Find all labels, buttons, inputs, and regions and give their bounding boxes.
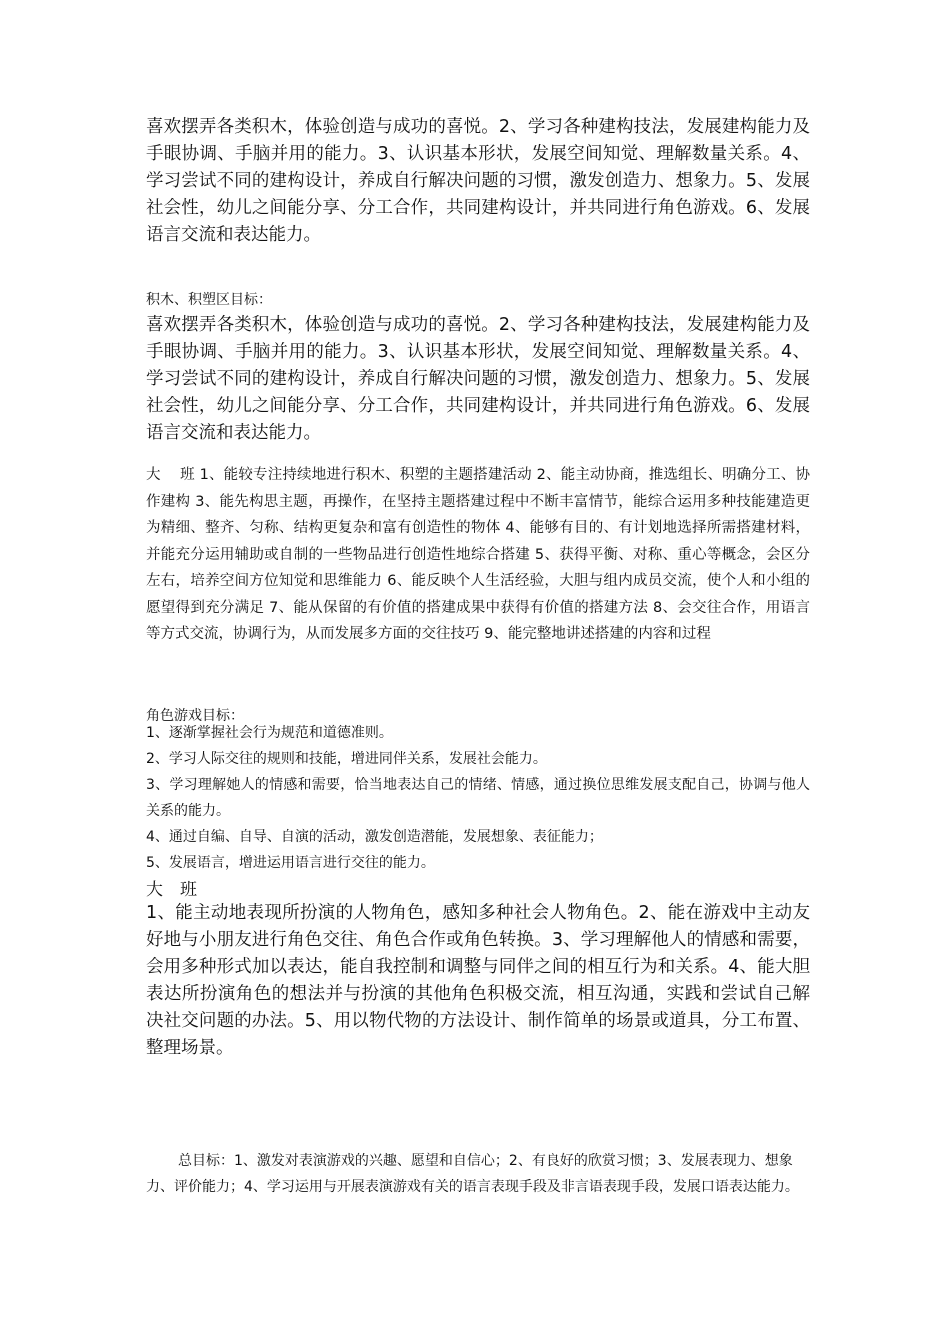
list-item: 1、逐渐掌握社会行为规范和道德准则。: [146, 725, 393, 741]
list-item: 4、通过自编、自导、自演的活动，激发创造潜能，发展想象、表征能力；: [146, 829, 603, 845]
performance-general-goal: 总目标：1、激发对表演游戏的兴趣、愿望和自信心；2、有良好的欣赏习惯；3、发展表现力、想象力、评价能力；4、学习运用与开展表演游戏有关的语言表现手段及非言语表现手段，发展口语表达能力。: [146, 1153, 799, 1195]
blocks-area-heading: 积木、积塑区目标：: [146, 292, 272, 308]
list-item: 3、学习理解她人的情感和需要，恰当地表达自己的情绪、情感，通过换位思维发展支配自己，协调与他人关系的能力。: [146, 777, 810, 819]
intro-paragraph: 喜欢摆弄各类积木，体验创造与成功的喜悦。2、学习各种建构技法，发展建构能力及手眼协调、手脑并用的能力。3、认识基本形状，发展空间知觉、理解数量关系。4、学习尝试不同的建构设计，养成自行解决问题的习惯，激发创造力、想象力。5、发展社会性，幼儿之间能分享、分工合作，共同建构设计，并共同进行角色游戏。6、发展语言交流和表达能力。: [146, 117, 810, 245]
role-play-heading: 角色游戏目标：: [146, 708, 244, 724]
list-item: 5、发展语言，增进运用语言进行交往的能力。: [146, 855, 435, 871]
big-class-role-goals: 1、能主动地表现所扮演的人物角色，感知多种社会人物角色。2、能在游戏中主动友好地与小朋友进行角色交往、角色合作或角色转换。3、学习理解他人的情感和需要，会用多种形式加以表达，能自我控制和调整与同伴之间的相互行为和关系。4、能大胆表达所扮演角色的想法并与扮演的其他角色积极交流，相互沟通，实践和尝试自己解决社交问题的办法。5、用以物代物的方法设计、制作简单的场景或道具，分工布置、整理场景。: [146, 903, 810, 1058]
blocks-area-paragraph: 喜欢摆弄各类积木，体验创造与成功的喜悦。2、学习各种建构技法，发展建构能力及手眼协调、手脑并用的能力。3、认识基本形状，发展空间知觉、理解数量关系。4、学习尝试不同的建构设计，养成自行解决问题的习惯，激发创造力、想象力。5、发展社会性，幼儿之间能分享、分工合作，共同建构设计，并共同进行角色游戏。6、发展语言交流和表达能力。: [146, 315, 810, 443]
big-class-blocks-goals: 大 班 1、能较专注持续地进行积木、积塑的主题搭建活动 2、能主动协商，推选组长、明确分工、协作建构 3、能先构思主题，再操作，在坚持主题搭建过程中不断丰富情节，能综合运用多种技能建造更为精细、整齐、匀称、结构更复杂和富有创造性的物体 4、能够有目的、有计划地选择所需搭建材料，并能充分运用辅助或自制的一些物品进行创造性地综合搭建 5、获得平衡、对称、重心等概念，会区分左右，培养空间方位知觉和思维能力 6、能反映个人生活经验，大胆与组内成员交流，使个人和小组的愿望得到充分满足 7、能从保留的有价值的搭建成果中获得有价值的搭建方法 8、会交往合作，用语言等方式交流，协调行为，从而发展多方面的交往技巧 9、能完整地讲述搭建的内容和过程: [146, 467, 810, 642]
big-class-label: 大 班: [146, 880, 197, 900]
role-play-goal-list: [146, 720, 810, 876]
list-item: 2、学习人际交往的规则和技能，增进同伴关系，发展社会能力。: [146, 751, 547, 767]
